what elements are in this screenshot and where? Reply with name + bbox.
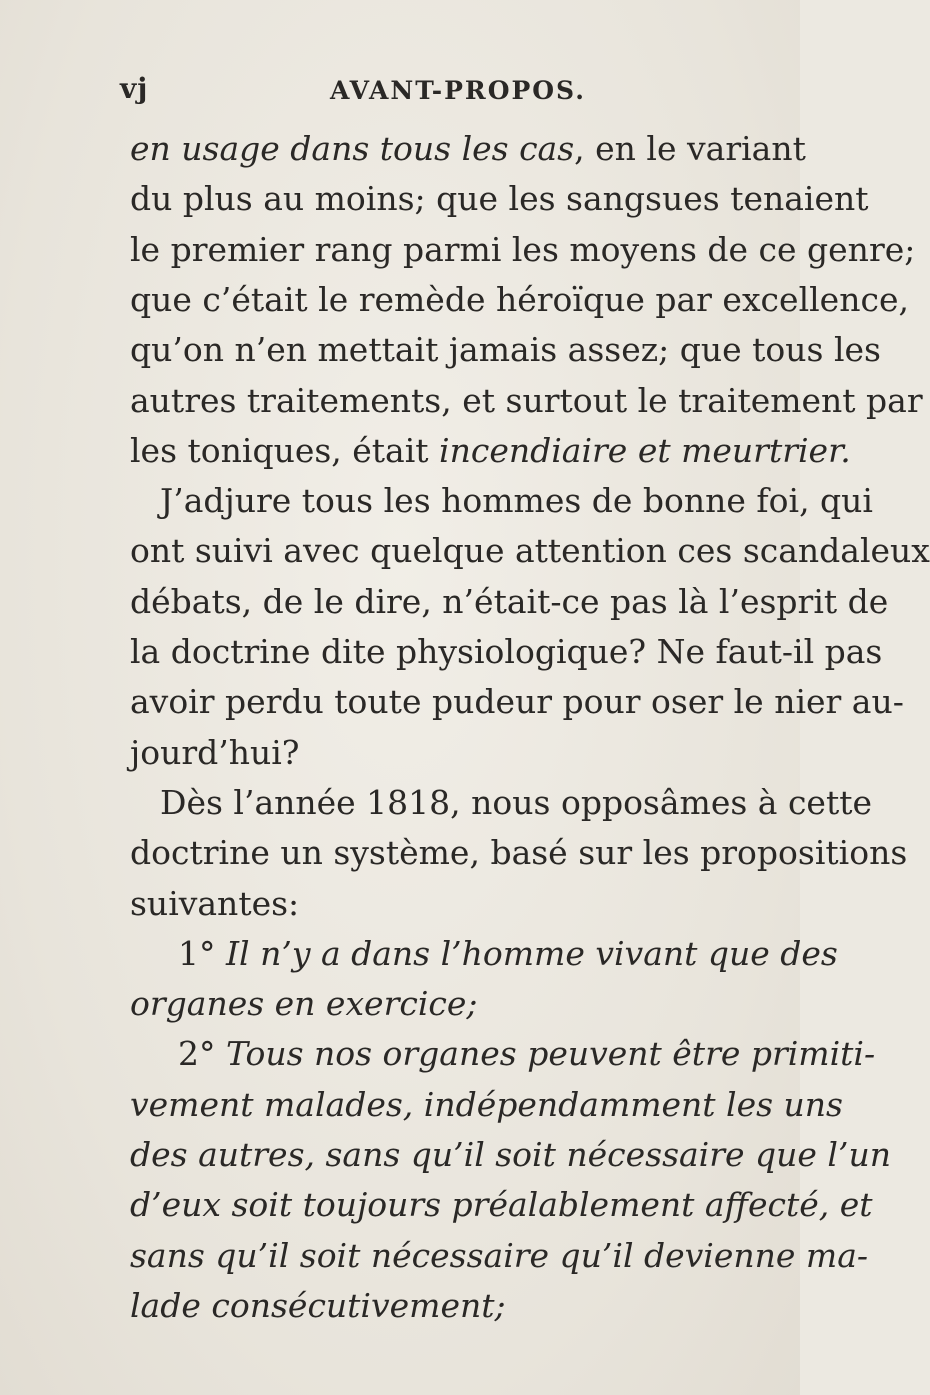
text-line [160,478,873,524]
text-run: qu’on n’en mettait jamais assez; que tous les [130,330,881,370]
text-line [178,1031,876,1077]
text-line [130,881,770,927]
page-number: vj [120,72,149,105]
text-line [130,176,869,222]
text-line [130,378,923,424]
text-run: Tous nos organes peuvent être primiti- [226,1034,876,1074]
text-line [130,579,889,625]
text-run: 2° [178,1034,226,1074]
text-line [160,780,873,826]
text-line [130,1132,891,1178]
text-line [130,277,909,323]
text-line [130,126,806,172]
text-line [130,1182,873,1228]
text-run: en usage dans tous les cas [130,129,575,168]
text-run: des autres, sans qu’il soit nécessaire que l’un [130,1135,891,1174]
text-run: organes en exercice; [130,984,478,1024]
text-line [130,528,930,574]
text-run: vement malades, indépendamment les uns [130,1084,843,1124]
text-line [130,679,904,725]
text-run: , en le variant [574,129,806,168]
text-line [130,981,770,1027]
text-run: J’adjure tous les hommes de bonne foi, qui [160,481,873,521]
text-line [130,629,883,675]
text-run: Dès l’année 1818, nous opposâmes à cette [160,782,873,822]
text-run: débats, de le dire, n’était-ce pas là l’esprit de [130,581,889,621]
text-run: sans qu’il soit nécessaire qu’il devienne ma- [130,1235,869,1275]
page-header [0,72,800,112]
text-run: Il n’y a dans l’homme vivant que des [226,933,838,973]
text-run: du plus au moins; que les sangsues tenaient [130,179,869,219]
text-run: la doctrine dite physiologique? Ne faut-il pas [130,632,883,671]
text-run: autres traitements, et surtout le traitement par [130,380,923,420]
text-run: incendiaire et meurtrier. [439,430,851,470]
text-line [130,1283,770,1329]
text-line [130,327,881,373]
text-line [130,1082,843,1128]
text-line [130,830,908,876]
text-run: ont suivi avec quelque attention ces scandaleux [130,531,930,571]
text-run: lade consécutivement; [130,1285,506,1325]
text-line [178,931,838,977]
text-run: 1° [178,933,226,973]
text-run: avoir perdu toute pudeur pour oser le nier au- [130,682,904,722]
text-line [130,1233,869,1279]
text-run: suivantes: [130,883,300,923]
text-run: d’eux soit toujours préalablement affecté, et [130,1185,873,1225]
text-run: doctrine un système, basé sur les propositions [130,833,908,873]
text-run: le premier rang parmi les moyens de ce genre; [130,229,916,269]
text-line [130,227,916,273]
text-line [130,428,851,474]
running-title: AVANT-PROPOS. [330,76,586,105]
text-run: que c’était le remède héroïque par excellence, [130,279,909,319]
text-run: jourd’hui? [130,732,300,772]
text-run: les toniques, était [130,430,440,470]
text-line [130,730,770,776]
